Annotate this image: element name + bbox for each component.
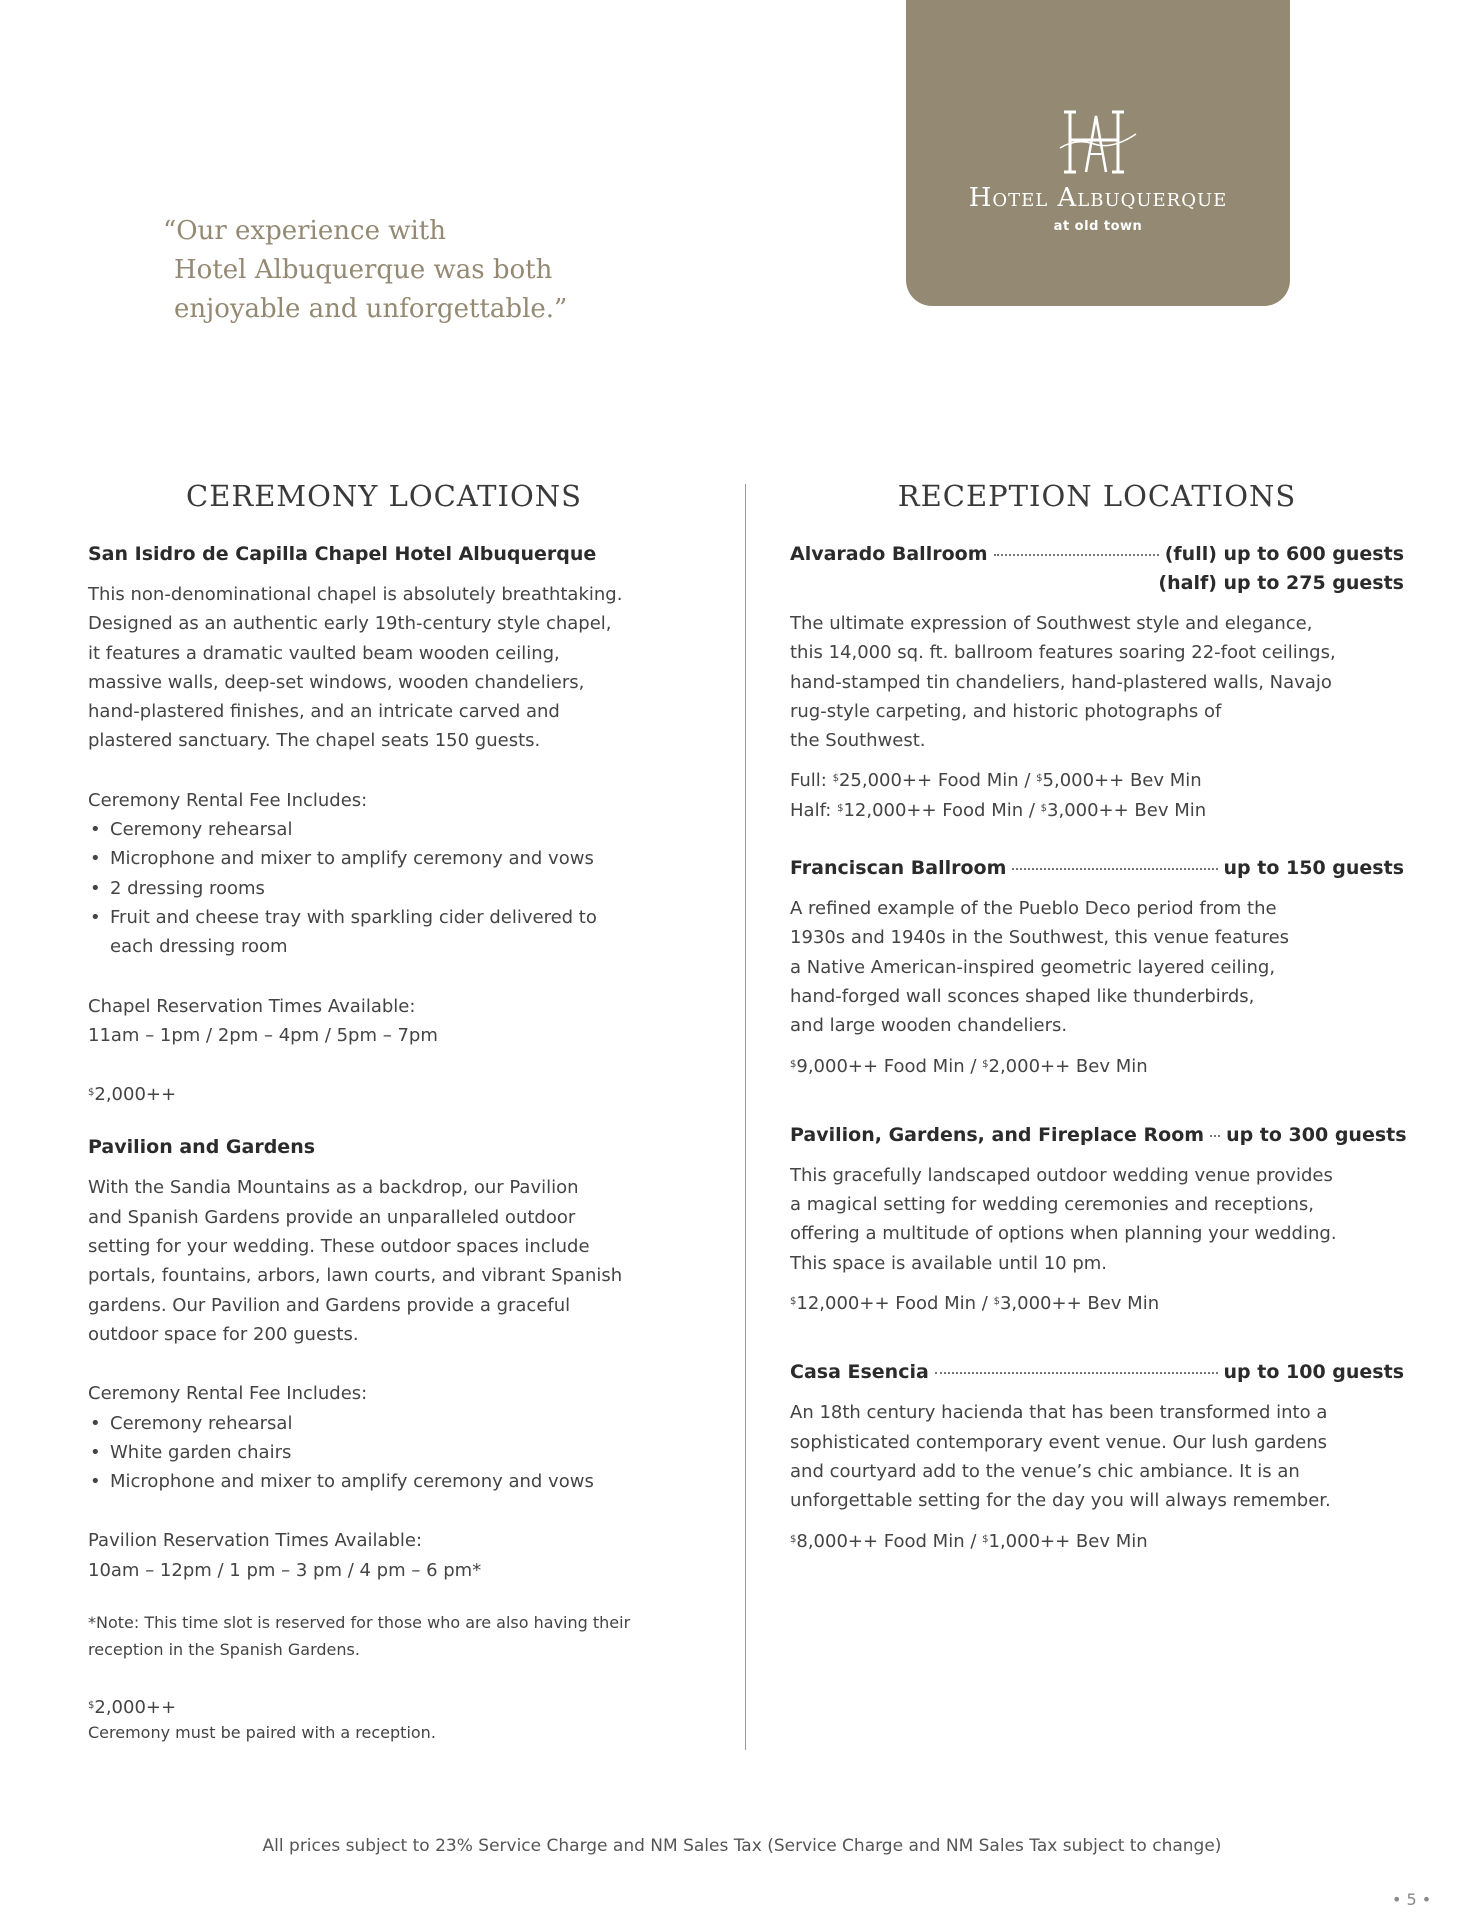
description-line: This non-denominational chapel is absolutely breathtaking. bbox=[88, 584, 623, 605]
dot-leader bbox=[935, 1372, 1218, 1374]
ceremony-heading: CEREMONY LOCATIONS bbox=[186, 479, 582, 513]
venue-name: Pavilion, Gardens, and Fireplace Room bbox=[790, 1123, 1205, 1146]
description-line: plastered sanctuary. The chapel seats 150 guests. bbox=[88, 730, 541, 752]
times-heading: Pavilion Reservation Times Available: bbox=[88, 1530, 423, 1552]
fee-list bbox=[88, 815, 688, 961]
casa-header bbox=[790, 1358, 1404, 1387]
description-line: The ultimate expression of Southwest style and elegance, bbox=[790, 613, 1313, 634]
description-line: A refined example of the Pueblo Deco period from the bbox=[790, 898, 1277, 920]
description-line: and large wooden chandeliers. bbox=[790, 1015, 1068, 1037]
list-item: • 2 dressing rooms bbox=[90, 877, 265, 899]
description-line: the Southwest. bbox=[790, 730, 926, 752]
list-item: • Fruit and cheese tray with sparkling cider delivered to bbox=[90, 906, 597, 928]
dot-leader bbox=[1210, 1135, 1220, 1137]
description-line: a Native American-inspired geometric layered ceiling, bbox=[790, 956, 1276, 978]
pavilion-price: $2,000++ bbox=[88, 1697, 177, 1719]
time-note-line: reception in the Spanish Gardens. bbox=[88, 1640, 360, 1660]
chapel-title: San Isidro de Capilla Chapel Hotel Albuquerque bbox=[88, 543, 597, 565]
alvarado-header bbox=[790, 540, 1404, 598]
description-line: This gracefully landscaped outdoor wedding venue provides bbox=[790, 1164, 1333, 1186]
franciscan-pricing: $9,000++ Food Min / $2,000++ Bev Min bbox=[790, 1055, 1148, 1077]
reception-heading: RECEPTION LOCATIONS bbox=[897, 479, 1297, 513]
description-line: setting for your wedding. These outdoor spaces include bbox=[88, 1236, 590, 1258]
pavilion-title: Pavilion and Gardens bbox=[88, 1136, 316, 1159]
venue-capacity: (full) up to 600 guests bbox=[1164, 543, 1404, 565]
description-line: 1930s and 1940s in the Southwest, this venue features bbox=[790, 927, 1290, 949]
venue-capacity: up to 300 guests bbox=[1226, 1123, 1407, 1146]
monogram-logo-icon bbox=[1056, 108, 1140, 178]
description-line: hand-plastered finishes, and an intricate carved and bbox=[88, 701, 560, 723]
list-item: • Microphone and mixer to amplify ceremony and vows bbox=[90, 1471, 594, 1493]
list-item: • Microphone and mixer to amplify ceremony and vows bbox=[90, 848, 594, 870]
description-line: hand-stamped tin chandeliers, hand-plastered walls, Navajo bbox=[790, 671, 1332, 693]
venue-capacity: up to 100 guests bbox=[1223, 1361, 1404, 1384]
venue-name: Franciscan Ballroom bbox=[790, 857, 1007, 880]
venue-name: Casa Esencia bbox=[790, 1361, 929, 1384]
price-disclaimer: All prices subject to 23% Service Charge and NM Sales Tax (Service Charge and NM Sales Tax subject to change) bbox=[262, 1836, 1222, 1856]
dot-leader bbox=[994, 554, 1159, 556]
description-line: unforgettable setting for the day you will always remember. bbox=[790, 1490, 1331, 1512]
fee-heading: Ceremony Rental Fee Includes: bbox=[88, 1383, 368, 1405]
description-line: outdoor space for 200 guests. bbox=[88, 1323, 359, 1345]
description-line: Designed as an authentic early 19th-century style chapel, bbox=[88, 613, 612, 635]
quote-line: Hotel Albuquerque was both bbox=[174, 255, 553, 285]
list-item: • White garden chairs bbox=[90, 1441, 292, 1463]
testimonial-quote bbox=[163, 212, 583, 329]
fee-heading: Ceremony Rental Fee Includes: bbox=[88, 789, 368, 811]
dot-leader bbox=[1012, 868, 1217, 870]
description-line: this 14,000 sq. ft. ballroom features soaring 22-foot ceilings, bbox=[790, 642, 1336, 664]
description-line: massive walls, deep-set windows, wooden chandeliers, bbox=[88, 671, 585, 693]
ceremony-column bbox=[88, 478, 688, 1744]
description-line: gardens. Our Pavilion and Gardens provide a graceful bbox=[88, 1294, 571, 1316]
casa-pricing: $8,000++ Food Min / $1,000++ Bev Min bbox=[790, 1530, 1148, 1552]
page-number: • 5 • bbox=[1392, 1890, 1432, 1909]
description-line: it features a dramatic vaulted beam wooden ceiling, bbox=[88, 642, 560, 664]
pairing-note: Ceremony must be paired with a reception. bbox=[88, 1723, 436, 1743]
alvarado-half-pricing: Half: $12,000++ Food Min / $3,000++ Bev Min bbox=[790, 799, 1207, 821]
hotel-subtitle: at old town bbox=[1053, 219, 1143, 234]
venue-capacity: (half) up to 275 guests bbox=[1158, 572, 1404, 594]
description-line: a magical setting for wedding ceremonies and receptions, bbox=[790, 1194, 1315, 1216]
times-value: 10am – 12pm / 1 pm – 3 pm / 4 pm – 6 pm* bbox=[88, 1559, 482, 1581]
franciscan-header bbox=[790, 854, 1404, 883]
description-line: sophisticated contemporary event venue. Our lush gardens bbox=[790, 1431, 1327, 1453]
time-note-line: *Note: This time slot is reserved for those who are also having their bbox=[88, 1613, 631, 1633]
description-line: This space is available until 10 pm. bbox=[790, 1252, 1108, 1274]
pavilion-description bbox=[88, 1173, 688, 1349]
times-value: 11am – 1pm / 2pm – 4pm / 5pm – 7pm bbox=[88, 1024, 438, 1046]
description-line: An 18th century hacienda that has been transformed into a bbox=[790, 1402, 1328, 1424]
reception-column bbox=[790, 478, 1407, 1556]
pavilion-pricing: $12,000++ Food Min / $3,000++ Bev Min bbox=[790, 1293, 1160, 1315]
venue-name: Alvarado Ballroom bbox=[790, 543, 988, 565]
description-line: hand-forged wall sconces shaped like thunderbirds, bbox=[790, 985, 1255, 1007]
list-item: • Ceremony rehearsal bbox=[90, 819, 293, 841]
hotel-logo bbox=[906, 0, 1290, 306]
column-divider bbox=[745, 484, 746, 1750]
chapel-price: $2,000++ bbox=[88, 1084, 177, 1106]
description-line: With the Sandia Mountains as a backdrop, our Pavilion bbox=[88, 1177, 579, 1199]
description-line: portals, fountains, arbors, lawn courts, and vibrant Spanish bbox=[88, 1265, 623, 1287]
times-heading: Chapel Reservation Times Available: bbox=[88, 995, 416, 1017]
list-item: each dressing room bbox=[110, 936, 288, 958]
chapel-description bbox=[88, 580, 688, 756]
description-line: offering a multitude of options when planning your wedding. bbox=[790, 1223, 1337, 1245]
fee-list bbox=[88, 1409, 688, 1497]
venue-capacity: up to 150 guests bbox=[1223, 857, 1404, 880]
quote-line: “Our experience with bbox=[163, 216, 446, 246]
list-item: • Ceremony rehearsal bbox=[90, 1412, 293, 1434]
hotel-name: Hotel Albuquerque bbox=[968, 183, 1228, 213]
description-line: and Spanish Gardens provide an unparalleled outdoor bbox=[88, 1206, 576, 1228]
quote-line: enjoyable and unforgettable.” bbox=[174, 294, 568, 324]
description-line: rug-style carpeting, and historic photographs of bbox=[790, 700, 1222, 722]
alvarado-full-pricing: Full: $25,000++ Food Min / $5,000++ Bev Min bbox=[790, 770, 1202, 792]
description-line: and courtyard add to the venue’s chic ambiance. It is an bbox=[790, 1460, 1300, 1482]
pavilion-reception-header bbox=[790, 1121, 1407, 1150]
